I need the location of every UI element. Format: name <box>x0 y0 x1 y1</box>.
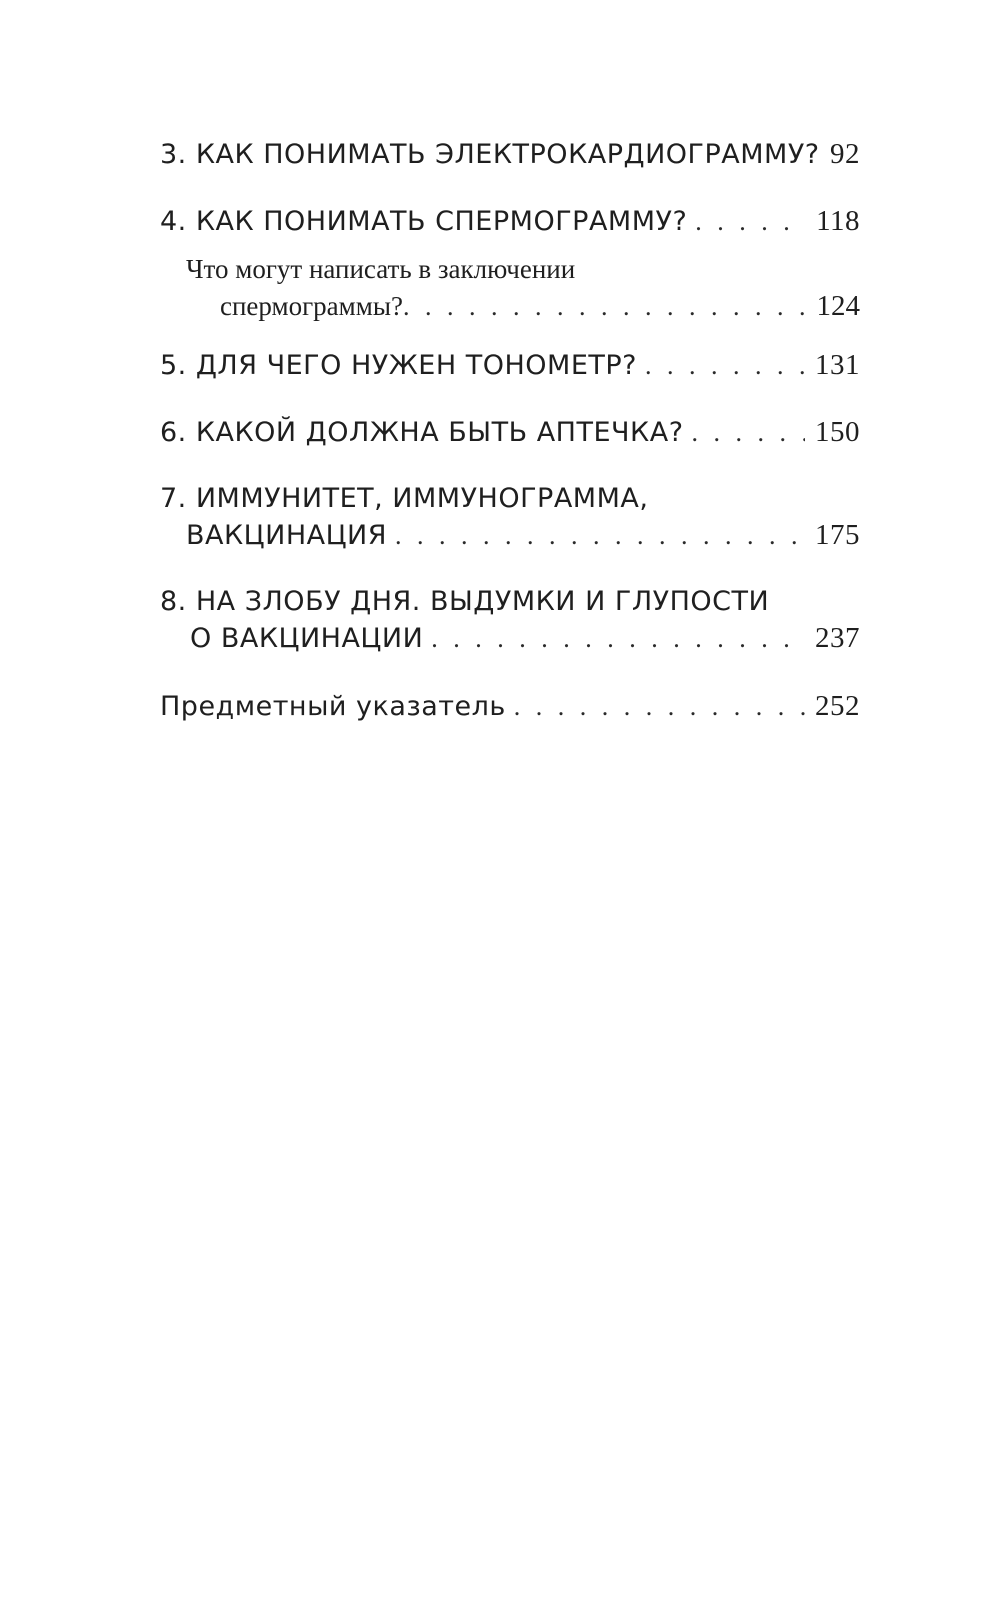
toc-entry-title: 6. КАКОЙ ДОЛЖНА БЫТЬ АПТЕЧКА? <box>160 417 684 448</box>
toc-entry-title: ВАКЦИНАЦИЯ <box>186 520 388 551</box>
toc-leader-dots <box>514 692 805 722</box>
toc-entry-chapter-7-line1[interactable] <box>160 483 860 523</box>
toc-entry-title: 4. КАК ПОНИМАТЬ СПЕРМОГРАММУ? <box>160 206 688 237</box>
toc-entry-chapter-5[interactable] <box>160 349 860 389</box>
toc-entry-chapter-7-line2[interactable] <box>186 519 860 559</box>
toc-entry-chapter-8-line2[interactable] <box>190 622 860 662</box>
toc-subentry-title: спермограммы? <box>220 291 403 321</box>
toc-entry-page: 92 <box>830 138 860 170</box>
toc-entry-title: О ВАКЦИНАЦИИ <box>190 623 424 654</box>
toc-entry-title: 7. ИММУНИТЕТ, ИММУНОГРАММА, <box>160 483 649 514</box>
toc-entry-chapter-3[interactable] <box>160 138 860 178</box>
toc-entry-chapter-6[interactable] <box>160 416 860 456</box>
toc-entry-subject-index[interactable] <box>160 690 860 730</box>
toc-leader-dots <box>695 207 806 237</box>
toc-subentry-line2[interactable] <box>220 290 860 330</box>
toc-entry-page: 252 <box>815 690 860 722</box>
toc-leader-dots <box>431 624 805 654</box>
toc-entry-chapter-4[interactable] <box>160 205 860 245</box>
table-of-contents <box>160 0 860 1600</box>
toc-subentry-title: Что могут написать в заключении <box>186 254 576 284</box>
toc-entry-page: 124 <box>816 290 860 322</box>
toc-subentry-line1[interactable] <box>186 254 860 294</box>
toc-entry-page: 175 <box>815 519 860 551</box>
toc-entry-page: 150 <box>815 416 860 448</box>
toc-entry-page: 237 <box>815 622 860 654</box>
toc-entry-title: 5. ДЛЯ ЧЕГО НУЖЕН ТОНОМЕТР? <box>160 350 637 381</box>
toc-leader-dots <box>692 418 805 448</box>
toc-leader-dots <box>645 351 805 381</box>
toc-leader-dots <box>395 521 805 551</box>
toc-leader-dots <box>403 292 807 322</box>
toc-entry-chapter-8-line1[interactable] <box>160 586 860 626</box>
toc-entry-title: 8. НА ЗЛОБУ ДНЯ. ВЫДУМКИ И ГЛУПОСТИ <box>160 586 770 617</box>
toc-entry-title: Предметный указатель <box>160 691 506 722</box>
toc-entry-page: 118 <box>816 205 860 237</box>
toc-entry-page: 131 <box>815 349 860 381</box>
toc-entry-title: 3. КАК ПОНИМАТЬ ЭЛЕКТРОКАРДИОГРАММУ? <box>160 139 820 170</box>
